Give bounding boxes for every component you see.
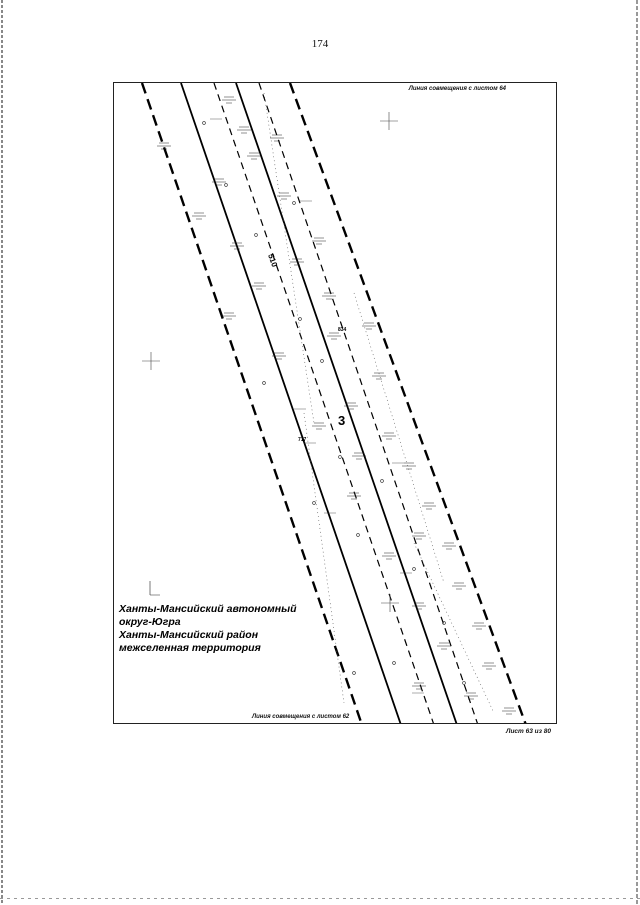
page-number: 174: [311, 38, 329, 50]
scan-edge-left: [1, 0, 3, 905]
grid-cross: [142, 352, 160, 370]
contour-number: 510: [266, 252, 280, 269]
region-line-okrug: Ханты-Мансийский автономный: [119, 603, 297, 615]
dotted-line: [304, 413, 344, 703]
parcel-number: 717: [298, 437, 307, 443]
region-line-yugra: округ-Югра: [119, 616, 181, 628]
grid-cross: [381, 594, 399, 612]
scan-edge-right: [636, 0, 638, 905]
dotted-line: [414, 543, 494, 713]
scan-edge-bottom: [0, 898, 640, 899]
match-line-bottom: Линия совмещения с листом 62: [252, 714, 350, 720]
parcel-number: 834: [338, 327, 347, 333]
grid-cross: [380, 112, 398, 130]
map-frame: [113, 82, 557, 724]
match-line-top: Линия совмещения с листом 64: [408, 86, 506, 92]
region-line-rayon: Ханты-Мансийский район: [119, 629, 259, 641]
tree-symbols: [203, 122, 466, 685]
sheet-number: Лист 63 из 80: [506, 728, 551, 735]
region-labels: [119, 603, 297, 655]
corridor-number: 3: [338, 413, 346, 428]
boundary-line-right: [290, 83, 526, 724]
region-marker: [150, 581, 160, 595]
dotted-line: [354, 293, 444, 583]
region-line-territory: межселенная территория: [119, 642, 261, 654]
